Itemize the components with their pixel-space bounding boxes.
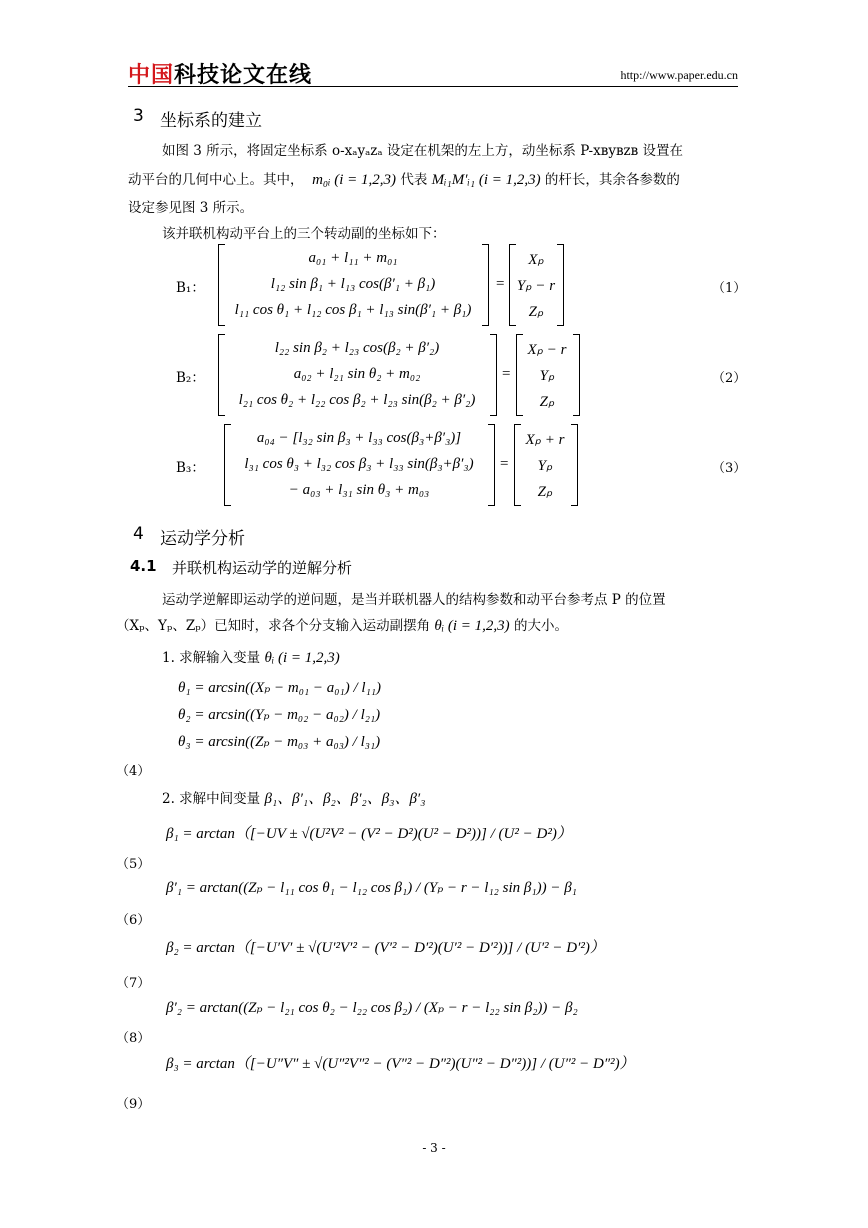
eq6: β′₁ = arctan((Zₚ − l₁₁ cos θ₁ − l₁₂ cos β₁) / (Yₚ − r − l₁₂ sin β₁)) − β₁ [166, 880, 577, 896]
s4-para1-line2: （Xₚ、Yₚ、Zₚ）已知时，求各个分支输入运动副摆角 θᵢ (i = 1,2,3) 的大小。 [116, 618, 568, 634]
eq-b1-rhs-row2: Yₚ − r [516, 278, 556, 294]
eq-b1-rhs-row3: Zₚ [528, 304, 544, 320]
eq-b2-lhs-row2: a₀₂ + l₂₁ sin θ₂ + m₀₂ [293, 366, 421, 382]
eq-b3-number: （3） [712, 461, 747, 476]
eq-b1-rhs-rbracket [557, 244, 564, 326]
header-url: http://www.paper.edu.cn [620, 68, 738, 82]
eq-b2-number: （2） [712, 371, 747, 386]
eq-b2-rbracket [490, 334, 497, 416]
subsection-4-1-number: 4.1 [130, 557, 157, 575]
eq-b1-label: B₁： [176, 280, 205, 296]
section-3-number: 3 [133, 106, 144, 126]
eq-b3-label: B₃： [176, 460, 205, 476]
s3-para1-line2: 动平台的几何中心上。其中， m₀ᵢ (i = 1,2,3) 代表 Mᵢ₁M′ᵢ₁ (i = 1,2,3) 的杆长，其余各参数的 [128, 172, 680, 188]
step1: 1. 求解输入变量 θᵢ (i = 1,2,3) [162, 650, 340, 666]
section-4-title: 运动学分析 [160, 529, 245, 549]
eq9: β₃ = arctan（[−U″V″ ± √(U″²V″² − (V″² − D″²)(U″² − D″²))] / (U″² − D″²)） [166, 1056, 635, 1072]
s4-para1-line1: 运动学逆解即运动学的逆问题，是当并联机器人的结构参数和动平台参考点 P 的位置 [162, 592, 666, 608]
site-logo: 中国科技论文在线 [128, 63, 313, 88]
section-3-title: 坐标系的建立 [160, 111, 262, 131]
eq-b3-rhs-rbracket [571, 424, 578, 506]
eq-b1-equals: = [496, 276, 505, 292]
eq-b2-lhs-row3: l₂₁ cos θ₂ + l₂₂ cos β₂ + l₂₃ sin(β₂ + β′₂) [238, 392, 476, 408]
eq-b1-lhs-row3: l₁₁ cos θ₁ + l₁₂ cos β₁ + l₁₃ sin(β′₁ + β₁) [234, 302, 472, 318]
section-4-number: 4 [133, 524, 144, 544]
eq4-number: （4） [116, 764, 151, 779]
eq-b2-lhs-row1: l₂₂ sin β₂ + l₂₃ cos(β₂ + β′₂) [274, 340, 440, 356]
header-divider [128, 86, 738, 87]
eq-b2-rhs-row3: Zₚ [539, 394, 555, 410]
eq-b3-lhs-row3: − a₀₃ + l₃₁ sin θ₃ + m₀₃ [288, 482, 430, 498]
eq5-number: （5） [116, 857, 151, 872]
eq-b1-rbracket [482, 244, 489, 326]
eq7: β₂ = arctan（[−U′V′ ± √(U′²V′² − (V′² − D′²)(U′² − D′²))] / (U′² − D′²)） [166, 940, 605, 956]
eq-b3-lhs-row2: l₃₁ cos θ₃ + l₃₂ cos β₃ + l₃₃ sin(β₃+β′₃) [244, 456, 474, 472]
eq-b1-number: （1） [712, 281, 747, 296]
step2: 2. 求解中间变量 β₁、β′₁、β₂、β′₂、β₃、β′₃ [162, 791, 426, 807]
eq-b2-rhs-rbracket [573, 334, 580, 416]
s3-para1-line1: 如图 3 所示，将固定坐标系 o-xₐyₐzₐ 设定在机架的左上方，动坐标系 P-xʙyʙzʙ 设置在 [162, 143, 684, 159]
eq-b1-lhs-row2: l₁₂ sin β₁ + l₁₃ cos(β′₁ + β₁) [270, 276, 436, 292]
theta2-equation: θ₂ = arcsin((Yₚ − m₀₂ − a₀₂) / l₂₁) [178, 707, 381, 723]
eq-b3-rhs-row3: Zₚ [537, 484, 553, 500]
eq-b3-rhs-row1: Xₚ + r [525, 432, 565, 448]
s3-para1-line3: 设定参见图 3 所示。 [128, 200, 254, 216]
eq8: β′₂ = arctan((Zₚ − l₂₁ cos θ₂ − l₂₂ cos β₂) / (Xₚ − r − l₂₂ sin β₂)) − β₂ [166, 1000, 578, 1016]
eq-b2-rhs-row2: Yₚ [539, 368, 555, 384]
theta-i-symbol: θᵢ (i = 1,2,3) [434, 618, 510, 634]
eq-b2-rhs-row1: Xₚ − r [527, 342, 567, 358]
eq-b3-rbracket [488, 424, 495, 506]
m0i-symbol: m₀ᵢ (i = 1,2,3) [312, 172, 397, 188]
eq-b2-label: B₂： [176, 370, 205, 386]
eq6-number: （6） [116, 913, 151, 928]
theta3-equation: θ₃ = arcsin((Zₚ − m₀₃ + a₀₃) / l₃₁) [178, 734, 381, 750]
eq-b3-equals: = [500, 456, 509, 472]
eq8-number: （8） [116, 1031, 151, 1046]
s3-para2: 该并联机构动平台上的三个转动副的坐标如下： [162, 226, 446, 242]
eq-b1-lhs-row1: a₀₁ + l₁₁ + m₀₁ [308, 250, 398, 266]
MiMi-symbol: Mᵢ₁M′ᵢ₁ (i = 1,2,3) [431, 172, 541, 188]
page-number: - 3 - [422, 1141, 446, 1155]
eq-b2-equals: = [502, 366, 511, 382]
theta1-equation: θ₁ = arcsin((Xₚ − m₀₁ − a₀₁) / l₁₁) [178, 680, 381, 696]
eq9-number: （9） [116, 1097, 151, 1112]
eq5: β₁ = arctan（[−UV ± √(U²V² − (V² − D²)(U² − D²))] / (U² − D²)） [166, 826, 572, 842]
eq-b3-rhs-row2: Yₚ [537, 458, 553, 474]
subsection-4-1-title: 并联机构运动学的逆解分析 [172, 559, 353, 577]
eq-b3-lhs-row1: a₀₄ − [l₃₂ sin β₃ + l₃₃ cos(β₃+β′₃)] [256, 430, 462, 446]
eq-b1-rhs-row1: Xₚ [528, 252, 544, 268]
eq7-number: （7） [116, 976, 151, 991]
